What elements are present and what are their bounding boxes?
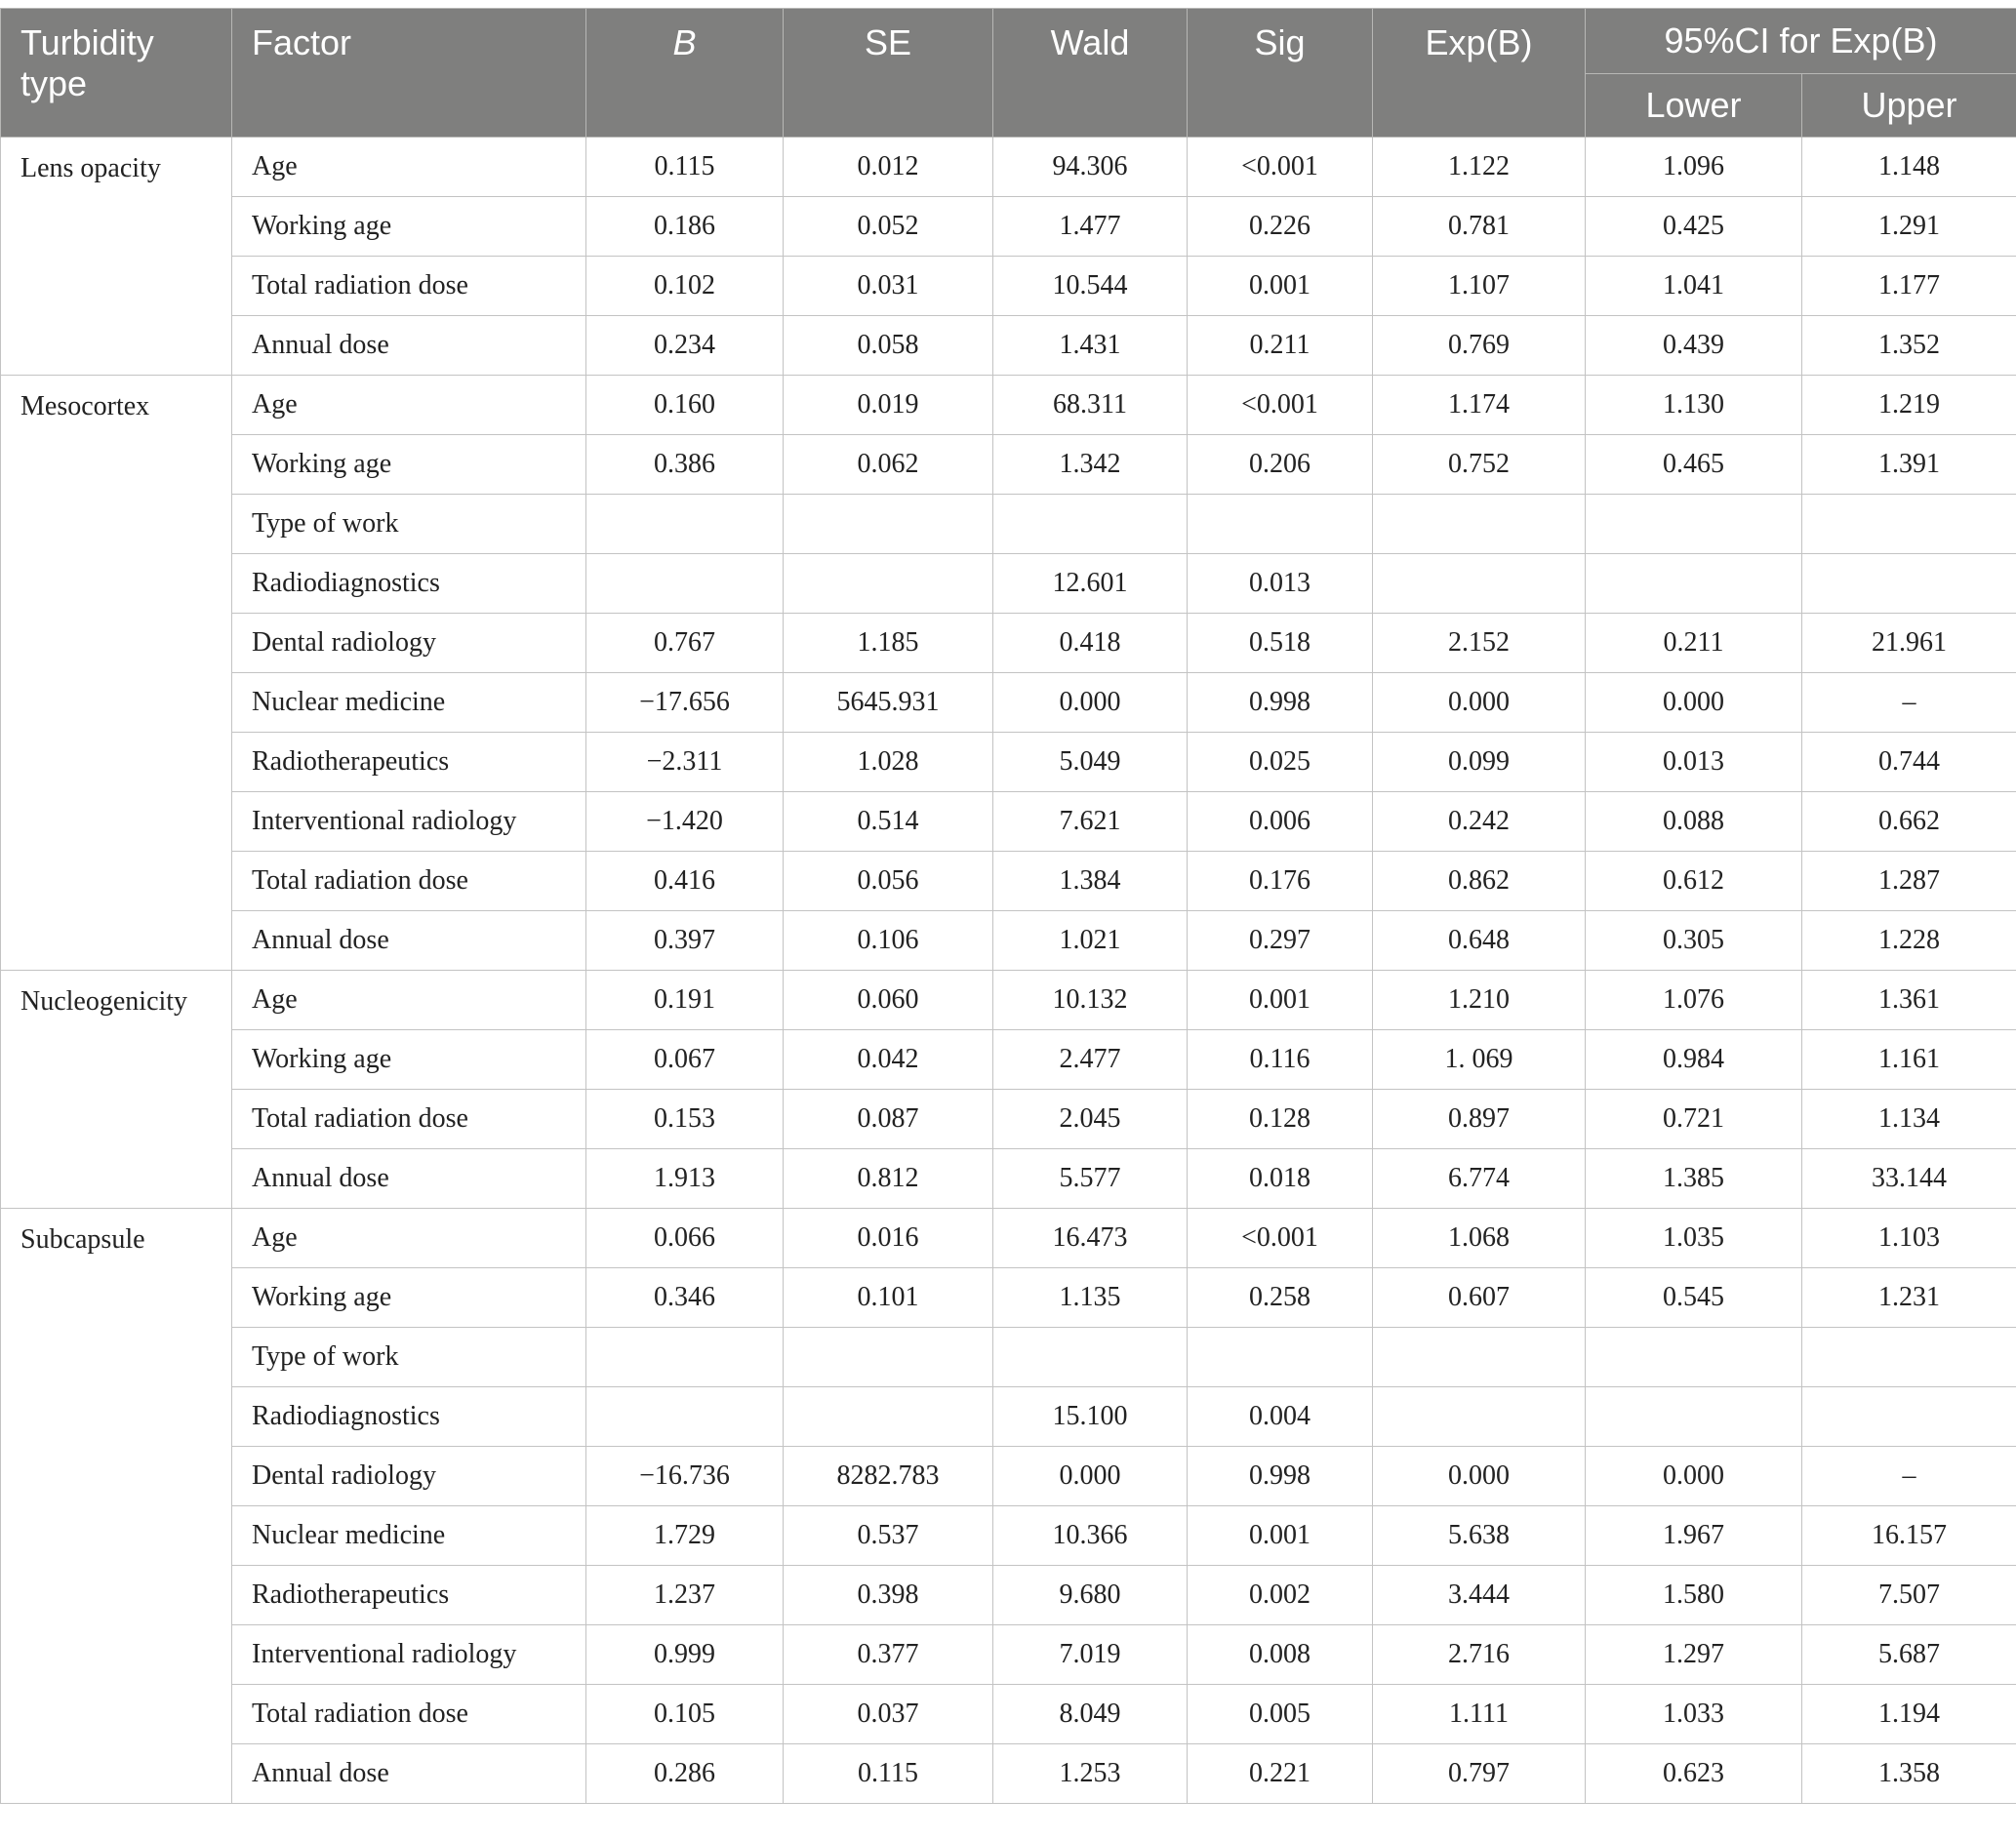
ci-lower-cell: 1.130 bbox=[1586, 376, 1802, 435]
sig-cell: 0.176 bbox=[1188, 852, 1373, 911]
wald-cell: 1.342 bbox=[993, 435, 1188, 495]
table-row bbox=[1, 1447, 2016, 1506]
ci-lower-cell: 0.000 bbox=[1586, 1447, 1802, 1506]
se-cell: 0.019 bbox=[784, 376, 993, 435]
table-row bbox=[1, 1149, 2016, 1209]
se-cell: 1.028 bbox=[784, 733, 993, 792]
table-header bbox=[1, 9, 2016, 138]
sig-cell: 0.221 bbox=[1188, 1744, 1373, 1804]
expb-cell: 1.122 bbox=[1373, 138, 1586, 197]
factor-cell: Working age bbox=[232, 1268, 586, 1328]
se-cell: 8282.783 bbox=[784, 1447, 993, 1506]
factor-cell: Working age bbox=[232, 435, 586, 495]
se-cell: 5645.931 bbox=[784, 673, 993, 733]
ci-upper-cell: 1.103 bbox=[1802, 1209, 2016, 1268]
b-cell: 0.416 bbox=[586, 852, 784, 911]
se-cell: 0.101 bbox=[784, 1268, 993, 1328]
wald-cell: 5.049 bbox=[993, 733, 1188, 792]
table-row bbox=[1, 971, 2016, 1030]
table-row bbox=[1, 197, 2016, 257]
sig-cell: 0.206 bbox=[1188, 435, 1373, 495]
sig-cell: 0.006 bbox=[1188, 792, 1373, 852]
ci-upper-cell: – bbox=[1802, 1447, 2016, 1506]
se-cell: 0.058 bbox=[784, 316, 993, 376]
wald-cell bbox=[993, 1328, 1188, 1387]
ci-lower-cell: 1.580 bbox=[1586, 1566, 1802, 1625]
expb-cell: 1. 069 bbox=[1373, 1030, 1586, 1090]
b-cell: −2.311 bbox=[586, 733, 784, 792]
expb-cell: 0.797 bbox=[1373, 1744, 1586, 1804]
se-cell: 1.185 bbox=[784, 614, 993, 673]
factor-cell: Type of work bbox=[232, 495, 586, 554]
expb-cell: 0.897 bbox=[1373, 1090, 1586, 1149]
sig-cell: 0.518 bbox=[1188, 614, 1373, 673]
header-se: SE bbox=[784, 9, 993, 138]
se-cell: 0.031 bbox=[784, 257, 993, 316]
table-row bbox=[1, 495, 2016, 554]
expb-cell bbox=[1373, 554, 1586, 614]
b-cell: 0.397 bbox=[586, 911, 784, 971]
expb-cell: 0.769 bbox=[1373, 316, 1586, 376]
header-ci: 95%CI for Exp(B) bbox=[1586, 9, 2016, 74]
b-cell: 1.729 bbox=[586, 1506, 784, 1566]
table-row bbox=[1, 1268, 2016, 1328]
se-cell: 0.537 bbox=[784, 1506, 993, 1566]
ci-lower-cell: 0.211 bbox=[1586, 614, 1802, 673]
expb-cell: 5.638 bbox=[1373, 1506, 1586, 1566]
b-cell: 0.066 bbox=[586, 1209, 784, 1268]
wald-cell: 0.000 bbox=[993, 1447, 1188, 1506]
factor-cell: Total radiation dose bbox=[232, 852, 586, 911]
ci-lower-cell: 1.076 bbox=[1586, 971, 1802, 1030]
table-row bbox=[1, 554, 2016, 614]
sig-cell: 0.002 bbox=[1188, 1566, 1373, 1625]
ci-lower-cell: 1.297 bbox=[1586, 1625, 1802, 1685]
table-row bbox=[1, 376, 2016, 435]
header-lower: Lower bbox=[1586, 74, 1802, 138]
sig-cell: 0.004 bbox=[1188, 1387, 1373, 1447]
expb-cell: 0.000 bbox=[1373, 1447, 1586, 1506]
b-cell: 0.191 bbox=[586, 971, 784, 1030]
ci-upper-cell: 1.287 bbox=[1802, 852, 2016, 911]
wald-cell bbox=[993, 495, 1188, 554]
table-body bbox=[1, 138, 2016, 1804]
expb-cell: 1.174 bbox=[1373, 376, 1586, 435]
b-cell: 0.160 bbox=[586, 376, 784, 435]
wald-cell: 10.366 bbox=[993, 1506, 1188, 1566]
sig-cell: 0.001 bbox=[1188, 257, 1373, 316]
header-wald: Wald bbox=[993, 9, 1188, 138]
ci-upper-cell: 0.744 bbox=[1802, 733, 2016, 792]
ci-lower-cell: 0.425 bbox=[1586, 197, 1802, 257]
wald-cell: 94.306 bbox=[993, 138, 1188, 197]
factor-cell: Age bbox=[232, 1209, 586, 1268]
se-cell: 0.087 bbox=[784, 1090, 993, 1149]
table-row bbox=[1, 435, 2016, 495]
expb-cell: 2.152 bbox=[1373, 614, 1586, 673]
table-row bbox=[1, 673, 2016, 733]
ci-upper-cell bbox=[1802, 554, 2016, 614]
factor-cell: Radiotherapeutics bbox=[232, 733, 586, 792]
b-cell: 1.237 bbox=[586, 1566, 784, 1625]
expb-cell: 0.099 bbox=[1373, 733, 1586, 792]
ci-upper-cell: 1.194 bbox=[1802, 1685, 2016, 1744]
expb-cell: 1.111 bbox=[1373, 1685, 1586, 1744]
ci-lower-cell: 1.035 bbox=[1586, 1209, 1802, 1268]
wald-cell: 68.311 bbox=[993, 376, 1188, 435]
b-cell: 0.186 bbox=[586, 197, 784, 257]
b-cell: 0.386 bbox=[586, 435, 784, 495]
ci-upper-cell bbox=[1802, 1387, 2016, 1447]
se-cell: 0.106 bbox=[784, 911, 993, 971]
wald-cell: 7.621 bbox=[993, 792, 1188, 852]
ci-lower-cell: 0.984 bbox=[1586, 1030, 1802, 1090]
b-cell bbox=[586, 1387, 784, 1447]
b-cell: 0.105 bbox=[586, 1685, 784, 1744]
b-cell bbox=[586, 495, 784, 554]
expb-cell bbox=[1373, 1387, 1586, 1447]
regression-results-table bbox=[0, 8, 2016, 1804]
ci-upper-cell: 1.161 bbox=[1802, 1030, 2016, 1090]
expb-cell: 0.000 bbox=[1373, 673, 1586, 733]
group-label: Subcapsule bbox=[1, 1209, 232, 1804]
expb-cell bbox=[1373, 1328, 1586, 1387]
ci-upper-cell bbox=[1802, 495, 2016, 554]
ci-lower-cell: 0.088 bbox=[1586, 792, 1802, 852]
table-row bbox=[1, 792, 2016, 852]
b-cell bbox=[586, 554, 784, 614]
se-cell: 0.377 bbox=[784, 1625, 993, 1685]
table-row bbox=[1, 1744, 2016, 1804]
expb-cell: 0.752 bbox=[1373, 435, 1586, 495]
factor-cell: Annual dose bbox=[232, 911, 586, 971]
wald-cell: 1.021 bbox=[993, 911, 1188, 971]
b-cell: −16.736 bbox=[586, 1447, 784, 1506]
factor-cell: Total radiation dose bbox=[232, 1685, 586, 1744]
se-cell: 0.016 bbox=[784, 1209, 993, 1268]
b-cell: −17.656 bbox=[586, 673, 784, 733]
ci-upper-cell: 21.961 bbox=[1802, 614, 2016, 673]
wald-cell: 8.049 bbox=[993, 1685, 1188, 1744]
factor-cell: Age bbox=[232, 138, 586, 197]
wald-cell: 15.100 bbox=[993, 1387, 1188, 1447]
b-cell: 0.346 bbox=[586, 1268, 784, 1328]
header-factor: Factor bbox=[232, 9, 586, 138]
table-row bbox=[1, 1090, 2016, 1149]
factor-cell: Total radiation dose bbox=[232, 257, 586, 316]
sig-cell: <0.001 bbox=[1188, 138, 1373, 197]
expb-cell: 1.107 bbox=[1373, 257, 1586, 316]
ci-upper-cell: 33.144 bbox=[1802, 1149, 2016, 1209]
header-sig: Sig bbox=[1188, 9, 1373, 138]
ci-lower-cell: 0.000 bbox=[1586, 673, 1802, 733]
expb-cell: 0.781 bbox=[1373, 197, 1586, 257]
b-cell: 0.067 bbox=[586, 1030, 784, 1090]
sig-cell: 0.226 bbox=[1188, 197, 1373, 257]
factor-cell: Annual dose bbox=[232, 1149, 586, 1209]
ci-lower-cell: 1.096 bbox=[1586, 138, 1802, 197]
se-cell: 0.012 bbox=[784, 138, 993, 197]
ci-lower-cell: 1.033 bbox=[1586, 1685, 1802, 1744]
table-row bbox=[1, 1685, 2016, 1744]
factor-cell: Interventional radiology bbox=[232, 1625, 586, 1685]
b-cell: 0.767 bbox=[586, 614, 784, 673]
wald-cell: 0.418 bbox=[993, 614, 1188, 673]
expb-cell: 1.210 bbox=[1373, 971, 1586, 1030]
wald-cell: 16.473 bbox=[993, 1209, 1188, 1268]
ci-lower-cell bbox=[1586, 1328, 1802, 1387]
b-cell: 0.115 bbox=[586, 138, 784, 197]
factor-cell: Working age bbox=[232, 1030, 586, 1090]
table-row bbox=[1, 316, 2016, 376]
ci-upper-cell: 1.352 bbox=[1802, 316, 2016, 376]
se-cell: 0.115 bbox=[784, 1744, 993, 1804]
expb-cell: 6.774 bbox=[1373, 1149, 1586, 1209]
ci-lower-cell bbox=[1586, 554, 1802, 614]
b-cell: 0.234 bbox=[586, 316, 784, 376]
factor-cell: Nuclear medicine bbox=[232, 673, 586, 733]
sig-cell: 0.998 bbox=[1188, 1447, 1373, 1506]
se-cell bbox=[784, 495, 993, 554]
header-turbidity-type: Turbidity type bbox=[1, 9, 232, 138]
sig-cell: 0.001 bbox=[1188, 971, 1373, 1030]
ci-lower-cell: 1.967 bbox=[1586, 1506, 1802, 1566]
ci-lower-cell bbox=[1586, 1387, 1802, 1447]
ci-lower-cell: 0.013 bbox=[1586, 733, 1802, 792]
table-row bbox=[1, 1030, 2016, 1090]
wald-cell: 7.019 bbox=[993, 1625, 1188, 1685]
table-row bbox=[1, 614, 2016, 673]
group-label: Mesocortex bbox=[1, 376, 232, 971]
table-row bbox=[1, 1387, 2016, 1447]
ci-upper-cell: 1.291 bbox=[1802, 197, 2016, 257]
sig-cell: 0.258 bbox=[1188, 1268, 1373, 1328]
wald-cell: 10.544 bbox=[993, 257, 1188, 316]
ci-lower-cell: 0.305 bbox=[1586, 911, 1802, 971]
ci-upper-cell: 1.228 bbox=[1802, 911, 2016, 971]
ci-lower-cell: 0.612 bbox=[1586, 852, 1802, 911]
ci-upper-cell bbox=[1802, 1328, 2016, 1387]
expb-cell: 3.444 bbox=[1373, 1566, 1586, 1625]
factor-cell: Annual dose bbox=[232, 316, 586, 376]
ci-lower-cell: 0.721 bbox=[1586, 1090, 1802, 1149]
factor-cell: Working age bbox=[232, 197, 586, 257]
se-cell bbox=[784, 1387, 993, 1447]
se-cell: 0.042 bbox=[784, 1030, 993, 1090]
factor-cell: Dental radiology bbox=[232, 1447, 586, 1506]
ci-lower-cell bbox=[1586, 495, 1802, 554]
ci-upper-cell: 1.134 bbox=[1802, 1090, 2016, 1149]
sig-cell: <0.001 bbox=[1188, 376, 1373, 435]
ci-upper-cell: 0.662 bbox=[1802, 792, 2016, 852]
sig-cell: <0.001 bbox=[1188, 1209, 1373, 1268]
ci-upper-cell: 1.177 bbox=[1802, 257, 2016, 316]
ci-lower-cell: 1.041 bbox=[1586, 257, 1802, 316]
ci-upper-cell: 1.231 bbox=[1802, 1268, 2016, 1328]
ci-lower-cell: 0.439 bbox=[1586, 316, 1802, 376]
expb-cell: 0.648 bbox=[1373, 911, 1586, 971]
b-cell: −1.420 bbox=[586, 792, 784, 852]
sig-cell bbox=[1188, 495, 1373, 554]
factor-cell: Dental radiology bbox=[232, 614, 586, 673]
sig-cell: 0.297 bbox=[1188, 911, 1373, 971]
wald-cell: 2.045 bbox=[993, 1090, 1188, 1149]
wald-cell: 2.477 bbox=[993, 1030, 1188, 1090]
sig-cell: 0.001 bbox=[1188, 1506, 1373, 1566]
wald-cell: 12.601 bbox=[993, 554, 1188, 614]
header-b: B bbox=[586, 9, 784, 138]
expb-cell: 2.716 bbox=[1373, 1625, 1586, 1685]
wald-cell: 1.135 bbox=[993, 1268, 1188, 1328]
wald-cell: 0.000 bbox=[993, 673, 1188, 733]
table-row bbox=[1, 138, 2016, 197]
se-cell: 0.514 bbox=[784, 792, 993, 852]
b-cell bbox=[586, 1328, 784, 1387]
header-upper: Upper bbox=[1802, 74, 2016, 138]
sig-cell: 0.008 bbox=[1188, 1625, 1373, 1685]
ci-upper-cell: 1.361 bbox=[1802, 971, 2016, 1030]
table-row bbox=[1, 257, 2016, 316]
b-cell: 0.999 bbox=[586, 1625, 784, 1685]
se-cell bbox=[784, 554, 993, 614]
sig-cell: 0.013 bbox=[1188, 554, 1373, 614]
factor-cell: Age bbox=[232, 376, 586, 435]
group-label: Lens opacity bbox=[1, 138, 232, 376]
wald-cell: 1.384 bbox=[993, 852, 1188, 911]
table-row bbox=[1, 1506, 2016, 1566]
factor-cell: Age bbox=[232, 971, 586, 1030]
sig-cell: 0.005 bbox=[1188, 1685, 1373, 1744]
se-cell: 0.060 bbox=[784, 971, 993, 1030]
b-cell: 1.913 bbox=[586, 1149, 784, 1209]
header-expb: Exp(B) bbox=[1373, 9, 1586, 138]
sig-cell: 0.211 bbox=[1188, 316, 1373, 376]
ci-upper-cell: – bbox=[1802, 673, 2016, 733]
table-row bbox=[1, 852, 2016, 911]
ci-upper-cell: 5.687 bbox=[1802, 1625, 2016, 1685]
expb-cell: 0.242 bbox=[1373, 792, 1586, 852]
wald-cell: 1.477 bbox=[993, 197, 1188, 257]
b-cell: 0.286 bbox=[586, 1744, 784, 1804]
wald-cell: 5.577 bbox=[993, 1149, 1188, 1209]
factor-cell: Type of work bbox=[232, 1328, 586, 1387]
table-row bbox=[1, 1566, 2016, 1625]
se-cell: 0.398 bbox=[784, 1566, 993, 1625]
ci-lower-cell: 0.545 bbox=[1586, 1268, 1802, 1328]
ci-upper-cell: 1.391 bbox=[1802, 435, 2016, 495]
sig-cell: 0.998 bbox=[1188, 673, 1373, 733]
factor-cell: Nuclear medicine bbox=[232, 1506, 586, 1566]
sig-cell: 0.025 bbox=[1188, 733, 1373, 792]
wald-cell: 10.132 bbox=[993, 971, 1188, 1030]
expb-cell: 1.068 bbox=[1373, 1209, 1586, 1268]
ci-upper-cell: 1.219 bbox=[1802, 376, 2016, 435]
ci-upper-cell: 16.157 bbox=[1802, 1506, 2016, 1566]
group-label: Nucleogenicity bbox=[1, 971, 232, 1209]
expb-cell: 0.862 bbox=[1373, 852, 1586, 911]
table-row bbox=[1, 1209, 2016, 1268]
table-row bbox=[1, 733, 2016, 792]
factor-cell: Total radiation dose bbox=[232, 1090, 586, 1149]
ci-upper-cell: 1.148 bbox=[1802, 138, 2016, 197]
ci-upper-cell: 1.358 bbox=[1802, 1744, 2016, 1804]
factor-cell: Radiodiagnostics bbox=[232, 1387, 586, 1447]
wald-cell: 1.253 bbox=[993, 1744, 1188, 1804]
sig-cell: 0.128 bbox=[1188, 1090, 1373, 1149]
sig-cell: 0.116 bbox=[1188, 1030, 1373, 1090]
sig-cell: 0.018 bbox=[1188, 1149, 1373, 1209]
se-cell: 0.812 bbox=[784, 1149, 993, 1209]
se-cell bbox=[784, 1328, 993, 1387]
ci-lower-cell: 0.623 bbox=[1586, 1744, 1802, 1804]
se-cell: 0.037 bbox=[784, 1685, 993, 1744]
ci-upper-cell: 7.507 bbox=[1802, 1566, 2016, 1625]
sig-cell bbox=[1188, 1328, 1373, 1387]
se-cell: 0.062 bbox=[784, 435, 993, 495]
se-cell: 0.052 bbox=[784, 197, 993, 257]
factor-cell: Interventional radiology bbox=[232, 792, 586, 852]
factor-cell: Annual dose bbox=[232, 1744, 586, 1804]
expb-cell bbox=[1373, 495, 1586, 554]
table-row bbox=[1, 911, 2016, 971]
wald-cell: 1.431 bbox=[993, 316, 1188, 376]
factor-cell: Radiotherapeutics bbox=[232, 1566, 586, 1625]
expb-cell: 0.607 bbox=[1373, 1268, 1586, 1328]
factor-cell: Radiodiagnostics bbox=[232, 554, 586, 614]
b-cell: 0.102 bbox=[586, 257, 784, 316]
b-cell: 0.153 bbox=[586, 1090, 784, 1149]
table-row bbox=[1, 1625, 2016, 1685]
ci-lower-cell: 0.465 bbox=[1586, 435, 1802, 495]
ci-lower-cell: 1.385 bbox=[1586, 1149, 1802, 1209]
se-cell: 0.056 bbox=[784, 852, 993, 911]
wald-cell: 9.680 bbox=[993, 1566, 1188, 1625]
table-row bbox=[1, 1328, 2016, 1387]
